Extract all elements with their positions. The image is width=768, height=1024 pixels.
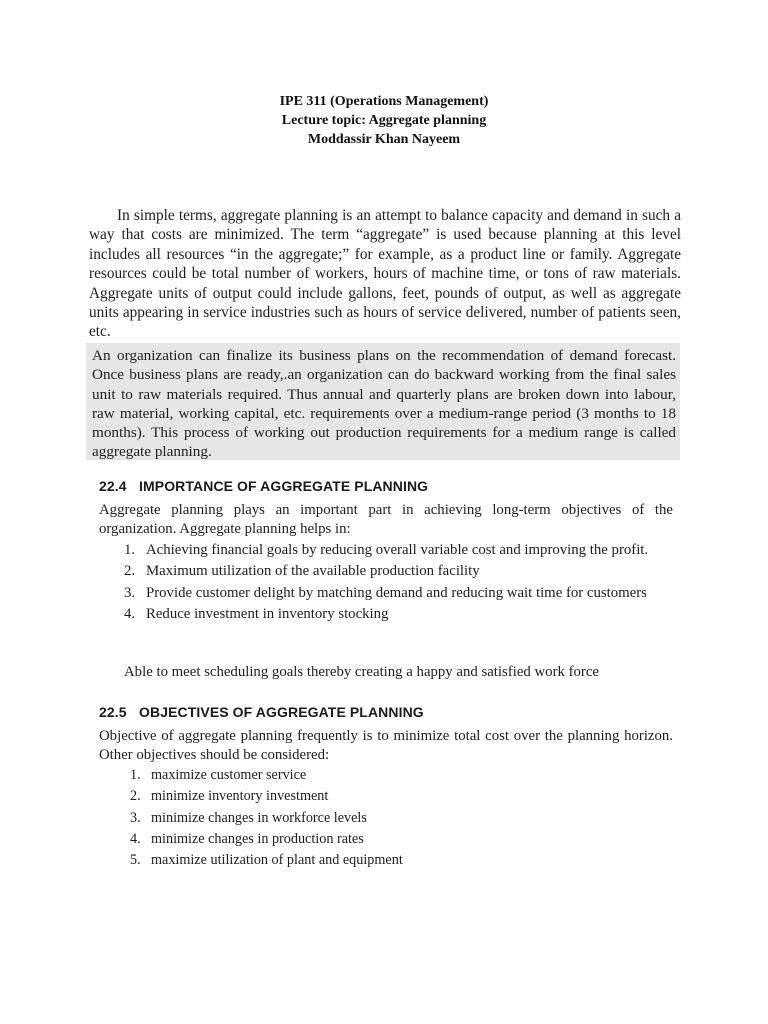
objectives-section-number: 22.5 [99, 704, 127, 720]
list-item [124, 541, 674, 560]
importance-intro-text: Aggregate planning plays an important part in achieving long-term objectives of the organization. Aggregate planning helps in: [99, 502, 673, 538]
list-item-text: maximize customer service [151, 767, 307, 783]
list-item [124, 562, 674, 581]
list-item-text: maximize utilization of plant and equipment [151, 852, 403, 869]
intro-section [89, 206, 681, 342]
list-item-number: 3. [130, 809, 141, 826]
list-item-number: 1. [130, 767, 141, 783]
list-item-number: 5. [130, 852, 141, 869]
objectives-section-title: OBJECTIVES OF AGGREGATE PLANNING [139, 704, 424, 720]
list-item-number: 3. [124, 584, 136, 601]
intro-paragraph: In simple terms, aggregate planning is an attempt to balance capacity and demand in such a way that costs are minimized. The term “aggregate” is used because planning at this level includes all resources “in the aggregate;” for example, as a product line or family. Aggregate resources could be total number of workers, hours of machine time, or tons of raw materials. Aggregate units of output could include gallons, feet, pounds of output, as well as aggregate units appearing in service industries such as hours of service delivered, number of patients seen, etc. [89, 207, 681, 341]
list-item-number: 4. [130, 830, 141, 847]
list-item-number: 4. [124, 605, 136, 622]
list-item [130, 850, 403, 871]
shaded-definition-box [86, 343, 680, 460]
importance-section-number: 22.4 [99, 478, 127, 494]
importance-closing: Able to meet scheduling goals thereby creating a happy and satisfied work force [124, 664, 599, 680]
importance-intro [99, 501, 673, 540]
importance-section-title: IMPORTANCE OF AGGREGATE PLANNING [139, 478, 429, 494]
list-item-text: Achieving financial goals by reducing overall variable cost and improving the profit. [146, 542, 649, 558]
list-item-number: 2. [124, 563, 136, 580]
importance-list [124, 541, 674, 626]
list-item-number: 2. [130, 788, 141, 805]
course-title: IPE 311 (Operations Management) [279, 94, 489, 109]
list-item-text: Provide customer delight by matching demand and reducing wait time for customers [146, 584, 647, 601]
objectives-list [130, 765, 403, 871]
author-name: Moddassir Khan Nayeem [307, 132, 461, 147]
shaded-paragraph: An organization can finalize its business plans on the recommendation of demand forecast. Once business plans are ready,.an organization can do backward working from the final sales unit to raw materials required. Thus annual and quarterly plans are broken down into labour, raw material, working capital, etc. requirements over a medium-range period (3 months to 18 months). This process of working out production requirements for a medium range is called aggregate planning. [92, 347, 676, 461]
document-header [0, 92, 768, 149]
lecture-topic: Lecture topic: Aggregate planning [281, 113, 487, 128]
list-item-text: Reduce investment in inventory stocking [146, 605, 389, 622]
list-item-text: Maximum utilization of the available production facility [146, 563, 480, 580]
objectives-intro [99, 727, 673, 766]
list-item [130, 808, 403, 829]
objectives-heading [99, 704, 424, 720]
list-item-text: minimize changes in production rates [151, 830, 364, 847]
list-item [130, 786, 403, 807]
objectives-intro-text: Objective of aggregate planning frequently is to minimize total cost over the planning horizon. Other objectives should be considered: [99, 728, 673, 764]
list-item [124, 605, 674, 624]
list-item-text: minimize inventory investment [151, 788, 329, 805]
list-item [130, 829, 403, 850]
importance-heading [99, 478, 428, 494]
list-item [124, 584, 674, 603]
list-item [130, 765, 403, 786]
list-item-text: minimize changes in workforce levels [151, 809, 367, 826]
list-item-number: 1. [124, 542, 136, 558]
